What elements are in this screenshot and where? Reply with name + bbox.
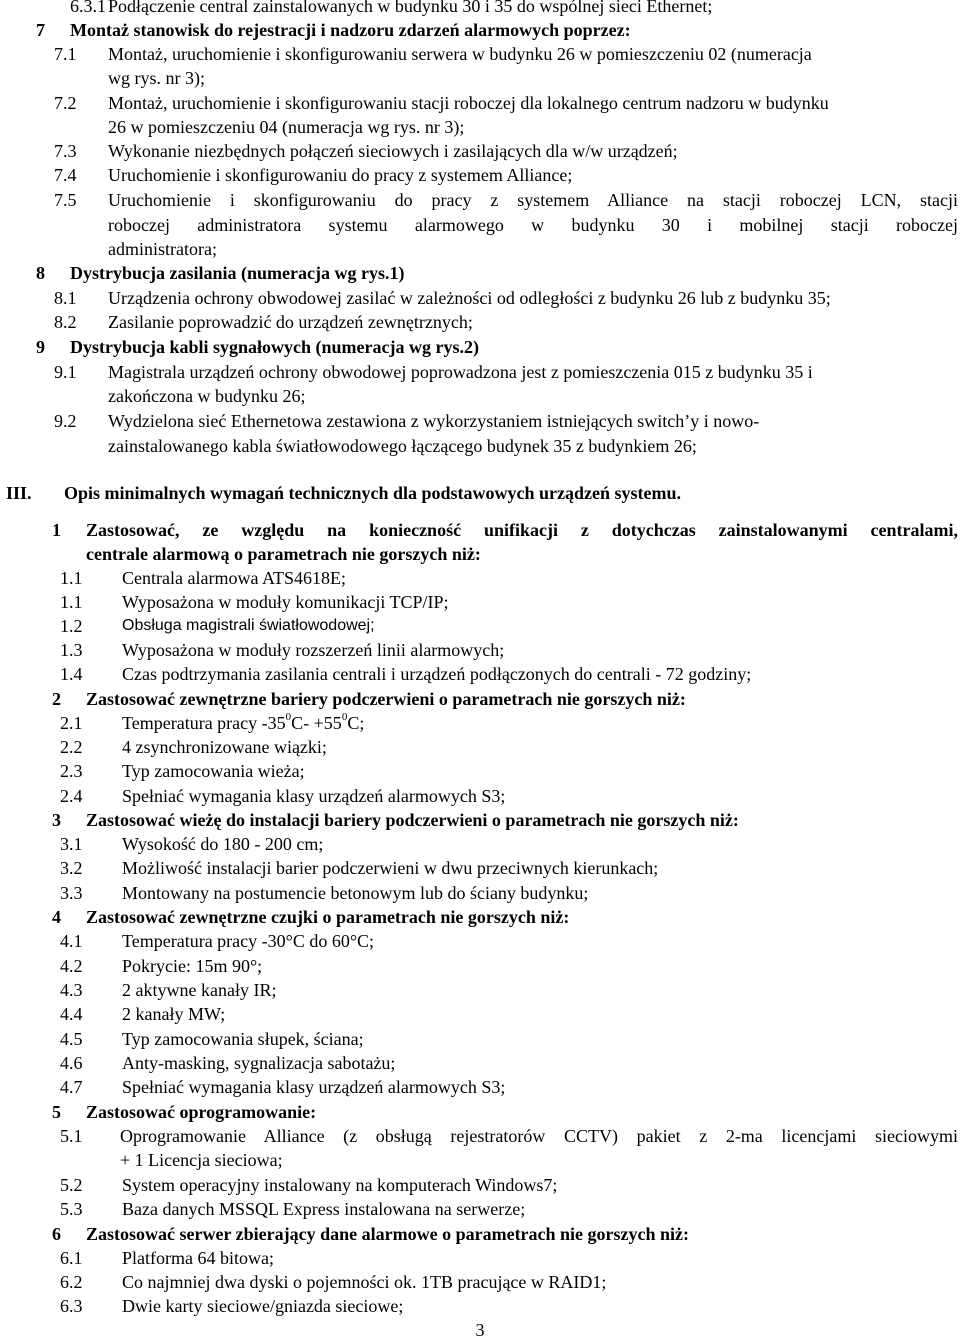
item-number: 3	[52, 810, 61, 830]
item-number: 4	[52, 907, 61, 927]
item-number: 1	[52, 520, 61, 540]
item-number: 4.3	[60, 980, 83, 1000]
item-text	[122, 711, 364, 735]
item-number: 2	[52, 689, 61, 709]
item-text: Anty-masking, sygnalizacja sabotażu;	[122, 1053, 396, 1073]
item-text: Pokrycie: 15m 90°;	[122, 956, 263, 976]
item-text: Montaż stanowisk do rejestracji i nadzoru zdarzeń alarmowych poprzez:	[70, 20, 631, 40]
chapter-number: III.	[6, 483, 32, 503]
item-number: 7.2	[54, 93, 77, 113]
temp-text: Temperatura pracy -35	[122, 713, 286, 733]
item-text: + 1 Licencja sieciowa;	[120, 1150, 283, 1170]
item-text: Uruchomienie i skonfigurowaniu do pracy z systemem Alliance;	[108, 165, 573, 185]
item-number: 4.2	[60, 956, 83, 976]
item-text: Spełniać wymagania klasy urządzeń alarmowych S3;	[122, 1077, 506, 1097]
item-number: 7.3	[54, 141, 77, 161]
item-text: Zastosować, ze względu na konieczność unifikacji z dotychczas zainstalowanymi centralami,	[86, 520, 958, 540]
temp-text: C;	[347, 713, 365, 733]
item-number: 2.1	[60, 713, 83, 733]
item-number: 5	[52, 1102, 61, 1122]
item-text: administratora;	[108, 239, 217, 259]
item-text: Czas podtrzymania zasilania centrali i urządzeń podłączonych do centrali - 72 godziny;	[122, 664, 752, 684]
item-text: roboczej administratora systemu alarmowego w budynku 30 i mobilnej stacji roboczej	[108, 215, 958, 235]
item-number: 9.1	[54, 362, 77, 382]
item-text: Oprogramowanie Alliance (z obsługą rejestratorów CCTV) pakiet z 2-ma licencjami sieciowymi	[120, 1126, 958, 1146]
item-text: wg rys. nr 3);	[108, 68, 205, 88]
item-text: Dystrybucja zasilania (numeracja wg rys.1)	[70, 263, 405, 283]
item-number: 6.3.1	[70, 0, 106, 16]
item-number: 5.2	[60, 1175, 83, 1195]
item-text: Centrala alarmowa ATS4618E;	[122, 568, 346, 588]
item-number: 1.1	[60, 568, 83, 588]
item-text: Dwie karty sieciowe/gniazda sieciowe;	[122, 1296, 404, 1316]
item-text: Montaż, uruchomienie i skonfigurowaniu serwera w budynku 26 w pomieszczeniu 02 (numeracja	[108, 44, 812, 64]
item-text: Temperatura pracy -30°C do 60°C;	[122, 931, 375, 951]
item-number: 4.7	[60, 1077, 83, 1097]
item-text: 26 w pomieszczeniu 04 (numeracja wg rys. nr 3);	[108, 117, 465, 137]
item-number: 6.1	[60, 1248, 83, 1268]
item-number: 7	[36, 20, 45, 40]
item-number: 4.5	[60, 1029, 83, 1049]
item-number: 5.3	[60, 1199, 83, 1219]
item-text: Zastosować serwer zbierający dane alarmowe o parametrach nie gorszych niż:	[86, 1224, 690, 1244]
item-text: zakończona w budynku 26;	[108, 386, 306, 406]
superscript: 0	[341, 711, 348, 723]
item-text: Co najmniej dwa dyski o pojemności ok. 1TB pracujące w RAID1;	[122, 1272, 607, 1292]
item-number: 9.2	[54, 411, 77, 431]
item-number: 6.2	[60, 1272, 83, 1292]
item-number: 4.6	[60, 1053, 83, 1073]
item-text: Zastosować zewnętrzne czujki o parametrach nie gorszych niż:	[86, 907, 570, 927]
item-text: Wyposażona w moduły komunikacji TCP/IP;	[122, 592, 449, 612]
item-text: Zastosować oprogramowanie:	[86, 1102, 317, 1122]
item-text: Platforma 64 bitowa;	[122, 1248, 274, 1268]
item-text: Wysokość do 180 - 200 cm;	[122, 834, 324, 854]
item-text: Zasilanie poprowadzić do urządzeń zewnętrznych;	[108, 312, 473, 332]
item-number: 8.2	[54, 312, 77, 332]
item-text: Wydzielona sieć Ethernetowa zestawiona z wykorzystaniem istniejących switch’y i nowo-	[108, 411, 760, 431]
item-text: Typ zamocowania wieża;	[122, 761, 305, 781]
item-text: Wykonanie niezbędnych połączeń sieciowych i zasilających dla w/w urządzeń;	[108, 141, 678, 161]
item-number: 1.3	[60, 640, 83, 660]
item-text: 4 zsynchronizowane wiązki;	[122, 737, 327, 757]
item-text: Zastosować wieżę do instalacji bariery podczerwieni o parametrach nie gorszych niż:	[86, 810, 739, 830]
item-text: Montaż, uruchomienie i skonfigurowaniu stacji roboczej dla lokalnego centrum nadzoru w budynku	[108, 93, 829, 113]
item-text: Typ zamocowania słupek, ściana;	[122, 1029, 364, 1049]
item-number: 1.1	[60, 592, 83, 612]
item-text: Możliwość instalacji barier podczerwieni w dwu przeciwnych kierunkach;	[122, 858, 659, 878]
item-number: 5.1	[60, 1126, 83, 1146]
item-text: Uruchomienie i skonfigurowaniu do pracy z systemem Alliance na stacji roboczej LCN, stacji	[108, 190, 958, 210]
item-text: zainstalowanego kabla światłowodowego łączącego budynek 35 z budynkiem 26;	[108, 436, 697, 456]
item-text: Dystrybucja kabli sygnałowych (numeracja wg rys.2)	[70, 337, 479, 357]
item-number: 9	[36, 337, 45, 357]
item-number: 3.3	[60, 883, 83, 903]
item-number: 2.3	[60, 761, 83, 781]
item-number: 7.4	[54, 165, 77, 185]
item-number: 8	[36, 263, 45, 283]
item-number: 2.4	[60, 786, 83, 806]
item-number: 1.4	[60, 664, 83, 684]
item-text: Wyposażona w moduły rozszerzeń linii alarmowych;	[122, 640, 505, 660]
item-text: Magistrala urządzeń ochrony obwodowej poprowadzona jest z pomieszczenia 015 z budynku 35 i	[108, 362, 813, 382]
item-text: Obsługa magistrali światłowodowej;	[122, 617, 375, 634]
item-text: 2 kanały MW;	[122, 1004, 226, 1024]
item-text: System operacyjny instalowany na komputerach Windows7;	[122, 1175, 558, 1195]
chapter-title: Opis minimalnych wymagań technicznych dla podstawowych urządzeń systemu.	[64, 483, 682, 503]
item-text: 2 aktywne kanały IR;	[122, 980, 277, 1000]
item-number: 4.4	[60, 1004, 83, 1024]
item-number: 2.2	[60, 737, 83, 757]
temp-text: C- +55	[291, 713, 342, 733]
item-number: 4.1	[60, 931, 83, 951]
superscript: 0	[285, 711, 292, 723]
item-text: centrale alarmową o parametrach nie gorszych niż:	[86, 544, 481, 564]
item-number: 7.1	[54, 44, 77, 64]
item-text: Montowany na postumencie betonowym lub do ściany budynku;	[122, 883, 589, 903]
item-number: 1.2	[60, 616, 83, 636]
item-number: 6.3	[60, 1296, 83, 1316]
item-number: 3.1	[60, 834, 83, 854]
item-text: Spełniać wymagania klasy urządzeń alarmowych S3;	[122, 786, 506, 806]
page-number: 3	[475, 1320, 485, 1340]
item-number: 3.2	[60, 858, 83, 878]
item-number: 8.1	[54, 288, 77, 308]
item-text: Podłączenie central zainstalowanych w budynku 30 i 35 do wspólnej sieci Ethernet;	[108, 0, 713, 16]
item-number: 6	[52, 1224, 61, 1244]
item-text: Baza danych MSSQL Express instalowana na serwerze;	[122, 1199, 526, 1219]
item-text: Zastosować zewnętrzne bariery podczerwieni o parametrach nie gorszych niż:	[86, 689, 686, 709]
item-text: Urządzenia ochrony obwodowej zasilać w zależności od odległości z budynku 26 lub z budynku 35;	[108, 288, 831, 308]
item-number: 7.5	[54, 190, 77, 210]
